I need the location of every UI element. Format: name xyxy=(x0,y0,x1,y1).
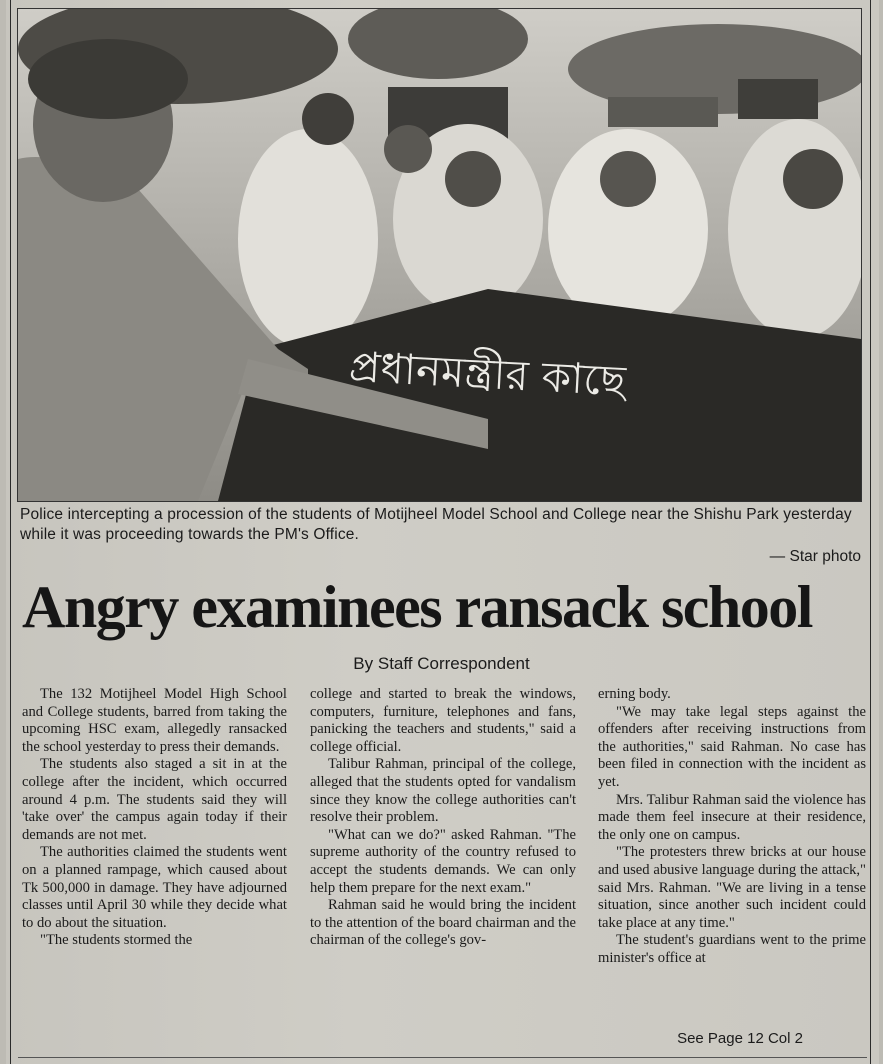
paragraph: Mrs. Talibur Rahman said the violence has made them feel insecure at their residence, the only one on campus. xyxy=(598,791,866,843)
paragraph: "We may take legal steps against the offenders after receiving instructions from the authorities," said Rahman. No case has been filed in connection with the incident as yet. xyxy=(598,703,866,790)
paragraph: erning body. xyxy=(598,686,671,702)
bottom-rule xyxy=(18,1057,867,1058)
column-rule-right xyxy=(870,0,871,1064)
paragraph: The student's guardians went to the prime minister's office at xyxy=(598,932,866,966)
paragraph: Talibur Rahman, principal of the college, alleged that the students opted for vandalism since they know the college authorities can't resolve their problem. xyxy=(310,756,576,826)
article-column-2 xyxy=(310,686,576,950)
article-column-1 xyxy=(22,686,287,950)
banner-text: প্রধানমন্ত্রীর কাছে xyxy=(347,341,627,406)
photo-caption: Police intercepting a procession of the students of Motijheel Model School and College near the Shishu Park yesterday while it was proceeding towards the PM's Office. xyxy=(20,506,852,543)
news-photo xyxy=(17,8,862,502)
paragraph: "What can we do?" asked Rahman. "The supreme authority of the country refused to accept the students demands. We can only help them prepare for the next exam." xyxy=(310,826,576,896)
photo-credit: — Star photo xyxy=(769,548,861,565)
article-column-3 xyxy=(598,686,866,968)
paragraph: Rahman said he would bring the incident to the attention of the board chairman and the chairman of the college's gov- xyxy=(310,897,576,949)
paragraph: "The protesters threw bricks at our house and used abusive language during the attack," said Mrs. Rahman. "We are living in a tense situation, since another such incident could take place at any time." xyxy=(598,844,866,931)
paragraph: The 132 Motijheel Model High School and College students, barred from taking the upcoming HSC exam, allegedly ransacked the school yesterday to press their demands. xyxy=(22,686,287,755)
paragraph: "The students stormed the xyxy=(40,932,193,949)
paragraph: college and started to break the windows, computers, furniture, telephones and fans, panicking the teachers and students," said a college official. xyxy=(310,686,576,755)
continuation-note: See Page 12 Col 2 xyxy=(677,1030,803,1047)
byline: By Staff Correspondent xyxy=(353,654,530,673)
paragraph: The authorities claimed the students went on a planned rampage, which caused about Tk 500,000 in damage. They have adjourned classes until April 30 while they decide what to do about the situation. xyxy=(22,844,287,931)
headline: Angry examinees ransack school xyxy=(22,574,812,640)
paragraph: The students also staged a sit in at the college after the incident, which occurred around 4 p.m. The students said they will 'take over' the campus again today if their demands are not met. xyxy=(22,756,287,843)
column-rule-left xyxy=(10,0,11,1064)
